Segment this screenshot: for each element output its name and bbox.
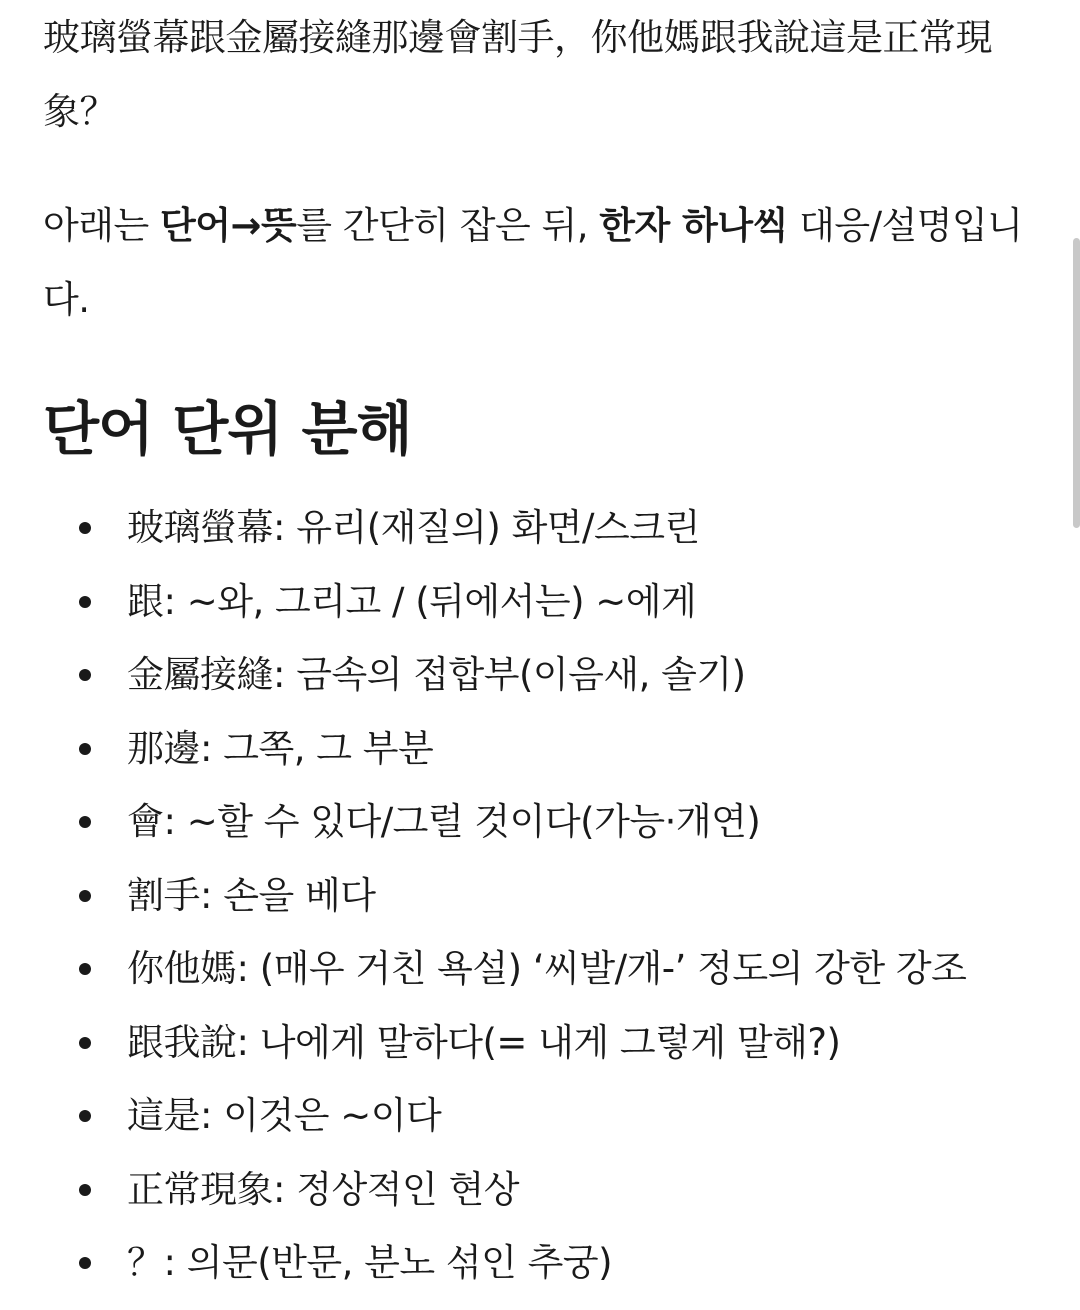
bullet-icon bbox=[79, 522, 91, 534]
list-item-text: 跟: ~와, 그리고 / (뒤에서는) ~에게 bbox=[127, 579, 697, 623]
list-item bbox=[43, 785, 1043, 859]
document-body bbox=[43, 0, 1043, 1300]
list-item-text: 你他媽: (매우 거친 욕설) ‘씨발/개-’ 정도의 강한 강조 bbox=[127, 947, 967, 990]
list-item bbox=[43, 932, 1043, 1006]
intro-paragraph bbox=[43, 189, 1043, 337]
list-item bbox=[43, 1153, 1043, 1227]
bullet-icon bbox=[79, 963, 91, 975]
bullet-icon bbox=[79, 596, 91, 608]
list-item bbox=[43, 491, 1043, 565]
list-item-text: ？: 의문(반문, 분노 섞인 추궁) bbox=[127, 1241, 613, 1284]
bullet-icon bbox=[79, 669, 91, 681]
list-item bbox=[43, 1079, 1043, 1153]
list-item-text: 金屬接縫: 금속의 접합부(이음새, 솔기) bbox=[127, 653, 746, 696]
list-item bbox=[43, 1226, 1043, 1300]
list-item-text: 跟我說: 나에게 말하다(= 내게 그렇게 말해?) bbox=[127, 1020, 841, 1064]
bullet-icon bbox=[79, 743, 91, 755]
bullet-icon bbox=[79, 1257, 91, 1269]
intro-text-3: 대응/설명입니다. bbox=[43, 204, 1023, 321]
list-item bbox=[43, 712, 1043, 786]
list-item-text: 這是: 이것은 ~이다 bbox=[127, 1094, 442, 1137]
bullet-icon bbox=[79, 1037, 91, 1049]
list-item bbox=[43, 565, 1043, 639]
intro-text-2: 를 간단히 잡은 뒤, bbox=[296, 204, 600, 247]
question-paragraph: 玻璃螢幕跟金屬接縫那邊會割手，你他媽跟我說這是正常現象？ bbox=[43, 16, 992, 133]
section-heading: 단어 단위 분해 bbox=[43, 395, 412, 463]
list-item-text: 正常現象: 정상적인 현상 bbox=[127, 1167, 519, 1211]
bullet-icon bbox=[79, 816, 91, 828]
list-item-text: 玻璃螢幕: 유리(재질의) 화면/스크린 bbox=[127, 506, 700, 549]
bullet-icon bbox=[79, 890, 91, 902]
bullet-icon bbox=[79, 1184, 91, 1196]
list-item-text: 割手: 손을 베다 bbox=[127, 873, 376, 917]
list-item bbox=[43, 638, 1043, 712]
intro-bold-1: 단어→뜻 bbox=[160, 204, 297, 247]
list-item bbox=[43, 859, 1043, 933]
word-breakdown-list bbox=[43, 491, 1043, 1300]
intro-text-1: 아래는 bbox=[43, 204, 160, 247]
bullet-icon bbox=[79, 1110, 91, 1122]
intro-bold-2: 한자 하나씩 bbox=[599, 204, 788, 247]
scrollbar-thumb[interactable] bbox=[1073, 238, 1080, 528]
list-item bbox=[43, 1006, 1043, 1080]
list-item-text: 那邊: 그쪽, 그 부분 bbox=[127, 726, 434, 770]
list-item-text: 會: ~할 수 있다/그럴 것이다(가능·개연) bbox=[127, 800, 761, 843]
